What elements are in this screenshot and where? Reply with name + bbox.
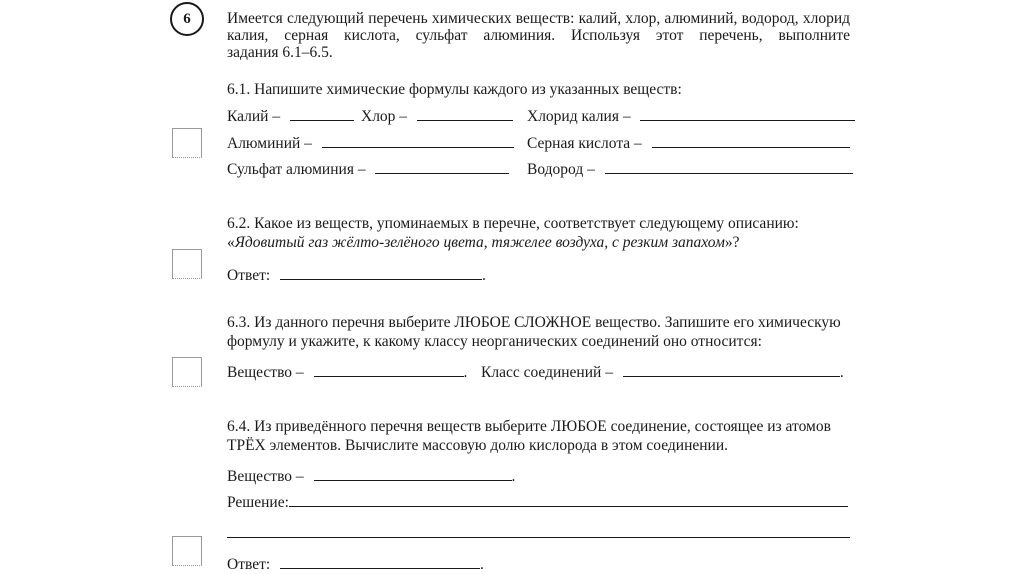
q62-text: 6.2. Какое из веществ, упоминаемых в перечне, соответствует следующему описанию:: [227, 215, 799, 232]
aluminium-label: Алюминий –: [227, 135, 312, 152]
answer-label: Ответ:: [227, 267, 271, 284]
period: .: [511, 468, 516, 485]
q61-potassium-chloride-row: [527, 106, 855, 126]
q61-title: 6.1. Напишите химические формулы каждого из указанных веществ:: [227, 81, 682, 98]
q62-answer-row: [227, 265, 486, 285]
q63-substance-row: [227, 362, 467, 382]
period: .: [463, 364, 468, 381]
solution-label: Решение:: [227, 494, 289, 511]
period: .: [480, 556, 484, 573]
q64-substance-field[interactable]: [314, 466, 512, 481]
q64-text-line1: 6.4. Из приведённого перечня веществ выберите ЛЮБОЕ соединение, состоящее из атомов: [227, 418, 831, 435]
quote-close: »?: [724, 234, 740, 251]
score-box-q62[interactable]: [172, 249, 202, 279]
potassium-chloride-label: Хлорид калия –: [527, 108, 631, 125]
q63-text-line2: формулу и укажите, к какому классу неорганических соединений оно относится:: [227, 333, 762, 350]
task-number: 6: [183, 10, 191, 27]
aluminium-sulfate-label: Сульфат алюминия –: [227, 161, 366, 178]
intro-line: задания 6.1–6.5.: [227, 44, 333, 61]
aluminium-answer-field[interactable]: [322, 133, 514, 148]
q61-aluminium-sulfate-row: [227, 159, 509, 179]
potassium-answer-field[interactable]: [290, 106, 354, 121]
sulfuric-acid-answer-field[interactable]: [652, 133, 850, 148]
q61-sulfuric-acid-row: [527, 133, 850, 153]
q64-answer-row: [227, 554, 484, 574]
q62-quote: Ядовитый газ жёлто-зелёного цвета, тяжелее воздуха, с резким запахом: [234, 234, 725, 251]
substance-label: Вещество –: [227, 468, 304, 485]
solution-line[interactable]: [289, 492, 848, 507]
q64-answer-field[interactable]: [280, 554, 480, 569]
q61-hydrogen-row: [527, 159, 853, 179]
q64-text-line2: ТРЁХ элементов. Вычислите массовую долю кислорода в этом соединении.: [227, 437, 729, 454]
score-box-q64[interactable]: [172, 536, 202, 566]
sulfuric-acid-label: Серная кислота –: [527, 135, 642, 152]
potassium-chloride-answer-field[interactable]: [640, 106, 855, 121]
quote-open: «: [227, 234, 235, 251]
answer-label: Ответ:: [227, 556, 271, 573]
q62-description: [227, 234, 739, 252]
intro-line: Имеется следующий перечень химических веществ: калий, хлор, алюминий, водород, хлорид: [227, 10, 850, 27]
task-intro: [227, 10, 850, 61]
chlorine-label: Хлор –: [361, 108, 408, 125]
q63-class-field[interactable]: [623, 362, 840, 377]
q61-chlorine-row: [361, 106, 513, 126]
q64-solution-row: [227, 492, 848, 512]
q61-potassium-row: [227, 106, 354, 126]
hydrogen-answer-field[interactable]: [605, 159, 853, 174]
score-box-q63[interactable]: [172, 357, 202, 387]
period: .: [839, 364, 844, 381]
q64-substance-row: [227, 466, 515, 486]
q63-class-row: [481, 362, 844, 382]
intro-line: калия, серная кислота, сульфат алюминия. Используя этот перечень, выполните: [227, 27, 850, 44]
hydrogen-label: Водород –: [527, 161, 595, 178]
q63-text-line1: 6.3. Из данного перечня выберите ЛЮБОЕ СЛОЖНОЕ вещество. Запишите его химическую: [227, 314, 841, 331]
q63-substance-field[interactable]: [314, 362, 464, 377]
chlorine-answer-field[interactable]: [417, 106, 513, 121]
substance-label: Вещество –: [227, 364, 304, 381]
score-box-q61[interactable]: [172, 128, 202, 158]
solution-line-2[interactable]: [227, 521, 850, 538]
class-label: Класс соединений –: [481, 364, 613, 381]
potassium-label: Калий –: [227, 108, 281, 125]
task-number-badge: [170, 2, 204, 36]
q62-answer-field[interactable]: [280, 265, 482, 280]
q61-aluminium-row: [227, 133, 514, 153]
period: .: [482, 267, 486, 284]
aluminium-sulfate-answer-field[interactable]: [375, 159, 509, 174]
